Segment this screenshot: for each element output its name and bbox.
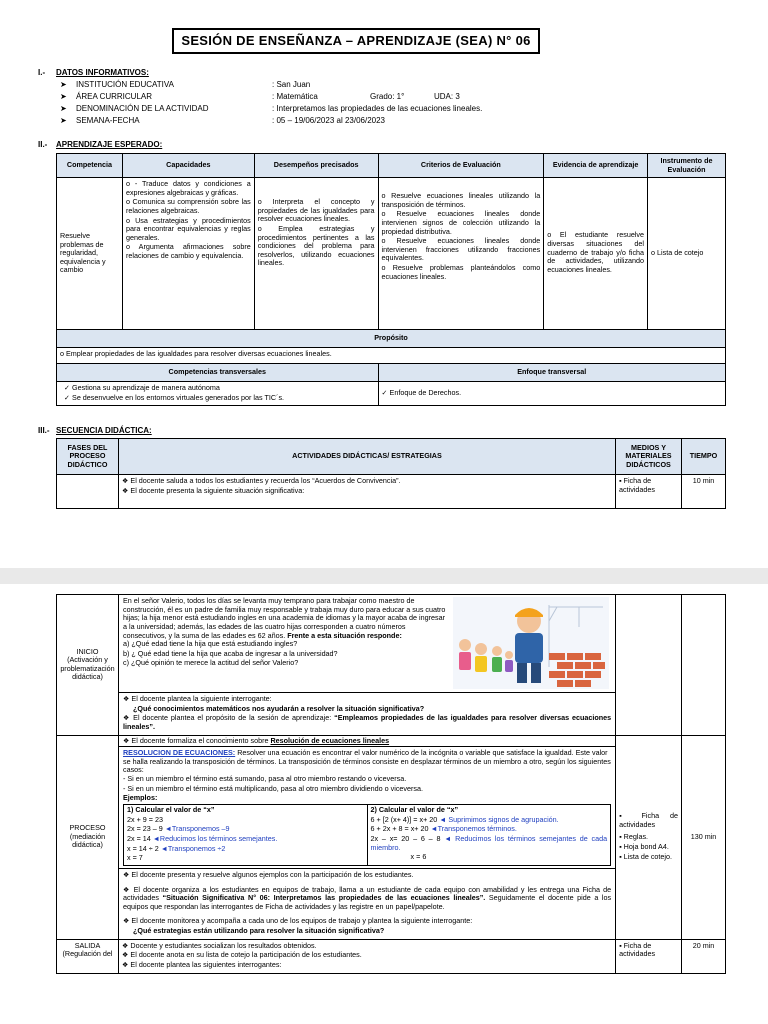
inicio-purpose: “Empleamos propiedades de las igualdades para resolver diversas ecuaciones lineales”. xyxy=(122,713,612,731)
section-heading-2 xyxy=(38,140,162,150)
desempenos-cell xyxy=(254,178,378,330)
time-cell: 20 min xyxy=(682,939,726,973)
capacidad-item: o Argumenta afirmaciones sobre relaciones de cambio y equivalencia. xyxy=(125,242,251,261)
example-1 xyxy=(123,805,367,866)
example-line: 2x + 9 = 23 xyxy=(126,814,163,824)
situation-question: a) ¿Qué edad tiene la hija que está estudiando ingles? xyxy=(122,639,298,649)
info-value: : Interpretamos las propiedades de las ecuaciones lineales. xyxy=(272,104,483,113)
example-line: 2x – x= 20 – 6 – 8 ◄ Reducimos los términos semejantes de cada miembro. xyxy=(370,833,608,852)
criterio-item: o Resuelve ecuaciones lineales utilizando la transposición de términos. xyxy=(381,191,541,209)
example-line: x = 14 ÷ 2 ◄Transponemos ÷2 xyxy=(126,843,226,853)
info-value: : Matemática xyxy=(272,92,318,101)
criterio-item: o Resuelve problemas planteándolos como ecuaciones lineales. xyxy=(381,263,541,281)
salida-activities xyxy=(118,939,615,973)
info-label: ÁREA CURRICULAR xyxy=(76,92,153,101)
situation-question: b) ¿ Qué edad tiene la hija que acaba de ingresar a la universidad? xyxy=(122,648,338,658)
activity-item: ❖ El docente saluda a todos los estudiantes y recuerda los “Acuerdos de Convivencia”. xyxy=(121,476,401,485)
situation-prompt: Frente a esta situación responde: xyxy=(287,630,402,640)
theory-case: - Si en un miembro el término está sumando, pasa al otro miembro restando o viceversa. xyxy=(122,774,407,784)
header-criterios: Criterios de Evaluación xyxy=(378,154,544,178)
example-line: 6 + 2x + 8 = x+ 20 ◄Transponemos términos. xyxy=(370,824,517,834)
inicio-question: ¿Qué conocimientos matemáticos nos ayudarán a resolver la situación significativa? xyxy=(132,703,425,713)
proceso-topic: Resolución de ecuaciones lineales xyxy=(270,735,390,745)
proceso-activities xyxy=(118,735,615,939)
section-number: II.- xyxy=(38,140,48,149)
competencia-cell: Resuelve problemas de regularidad, equivalencia y cambio xyxy=(57,178,123,330)
info-row xyxy=(60,80,520,92)
info-label: INSTITUCIÓN EDUCATIVA xyxy=(76,80,174,89)
theory-case: - Si en un miembro el término está multiplicando, pasa al otro miembro dividiendo o viceversa. xyxy=(122,783,424,793)
material-item: ▪ Lista de cotejo. xyxy=(619,851,673,861)
transversal-competencies-header: Competencias transversales xyxy=(57,364,379,382)
proceso-step: ❖ El docente presenta y resuelve algunos ejemplos con la participación de los estudiantes. xyxy=(122,869,414,879)
phase-proceso: PROCESO (mediación didáctica) xyxy=(57,735,119,939)
info-row xyxy=(60,92,520,104)
example-line: x = 6 xyxy=(410,852,427,862)
evidencia-cell xyxy=(544,178,648,330)
proposito-text: o Emplear propiedades de las igualdades para resolver diversas ecuaciones lineales. xyxy=(57,348,726,364)
inicio-activities xyxy=(118,595,615,736)
arrow-icon: ➤ xyxy=(60,92,67,101)
inicio-step: ❖ El docente plantea la siguiente interrogante: xyxy=(122,694,272,703)
section-heading-1 xyxy=(38,68,149,78)
inicio-steps xyxy=(119,693,615,735)
capacidad-item: o - Traduce datos y condiciones a expresiones algebraicas y gráficas. xyxy=(125,179,251,197)
examples-label: Ejemplos: xyxy=(122,793,158,803)
example-2 xyxy=(367,805,611,866)
phase-cell xyxy=(57,475,119,509)
situation-question: c) ¿Qué opinión te merece la actitud del señor Valerio? xyxy=(122,658,299,668)
proceso-steps xyxy=(119,869,615,939)
transversal-competency-item: ✓ Se desenvuelve en los entornos virtuales generados por las TIC´s. xyxy=(64,392,285,402)
section-heading-3 xyxy=(38,426,152,436)
uda-value: UDA: 3 xyxy=(434,92,460,101)
instrumento-cell: o Lista de cotejo xyxy=(648,178,726,330)
criterio-item: o Resuelve ecuaciones lineales donde intervienen signos de colección utilizando la propiedad distributiva. xyxy=(381,209,541,236)
section-title: APRENDIZAJE ESPERADO: xyxy=(56,140,163,149)
example-title: 2) Calcular el valor de “x” xyxy=(370,805,459,815)
proceso-question: ¿Qué estrategias están utilizando para resolver la situación significativa? xyxy=(132,926,385,936)
informative-data xyxy=(60,80,520,128)
materials-cell: ▪ Ficha de actividades xyxy=(616,475,682,509)
time-cell: 10 min xyxy=(681,475,725,509)
section-title: SECUENCIA DIDÁCTICA: xyxy=(56,426,152,435)
capacidades-cell xyxy=(122,178,254,330)
transversal-approach-header: Enfoque transversal xyxy=(378,364,725,382)
session-title: SESIÓN DE ENSEÑANZA – APRENDIZAJE (SEA) N° 06 xyxy=(181,33,531,49)
theory-title: RESOLUCION DE ECUACIONES: xyxy=(122,748,236,758)
materials-cell xyxy=(616,595,682,736)
salida-step: ❖ El docente anota en su lista de cotejo la participación de los estudiantes. xyxy=(121,950,362,960)
theory-box xyxy=(119,747,615,869)
header-instrumento: Instrumento de Evaluación xyxy=(648,154,726,178)
arrow-icon: ➤ xyxy=(60,104,67,113)
grade-value: Grado: 1° xyxy=(370,92,405,101)
activities-cell xyxy=(118,475,615,509)
header-desempenos: Desempeños precisados xyxy=(254,154,378,178)
salida-step: ❖ El docente plantea las siguientes interrogantes: xyxy=(121,960,282,970)
header-evidencia: Evidencia de aprendizaje xyxy=(544,154,648,178)
header-competencia: Competencia xyxy=(57,154,123,178)
arrow-icon: ➤ xyxy=(60,80,67,89)
header-fases: FASES DEL PROCESO DIDÁCTICO xyxy=(57,439,119,475)
time-cell: 130 min xyxy=(682,735,726,939)
construction-worker-illustration xyxy=(453,597,609,689)
proceso-step: ❖ El docente formaliza el conocimiento sobre xyxy=(122,735,269,745)
proposito-header: Propósito xyxy=(57,330,726,348)
example-title: 1) Calcular el valor de “x” xyxy=(126,805,215,815)
didactic-sequence-table xyxy=(56,438,726,509)
worksheet-title: “Situación Significativa N° 06: Interpretamos las propiedades de las ecuaciones lineales”. xyxy=(162,893,486,903)
info-value: : 05 – 19/06/2023 al 23/06/2023 xyxy=(272,116,385,125)
transversal-competencies-cell xyxy=(57,382,379,406)
proceso-step: Seguidamente el docente pide a los equipos que respondan las interrogantes de Ficha de actividades y las registre en un papel/papelote. xyxy=(122,893,612,911)
info-row xyxy=(60,104,520,116)
example-line: 6 + [2 (x+ 4)] = x+ 20 ◄ Suprimimos signos de agrupación. xyxy=(370,814,559,824)
desempeno-item: o Interpreta el concepto y propiedades de las igualdades para resolver ecuaciones lineales. xyxy=(257,197,375,224)
didactic-sequence-table-continued xyxy=(56,594,726,974)
example-line: x = 7 xyxy=(126,853,143,863)
info-label: DENOMINACIÓN DE LA ACTIVIDAD xyxy=(76,104,209,113)
theory-text: Resolver una ecuación es encontrar el valor numérico de la incógnita o variable que satisface la igualdad. Este valor se halla realizando la transposición de términos. La transposición de términos consiste en desplazar términos de un miembro a otro, según los siguientes casos: xyxy=(122,748,611,775)
session-title-box xyxy=(172,28,540,54)
proceso-step: ❖ El docente monitorea y acompaña a cada uno de los equipos de trabajo y plantea la siguiente interrogante: xyxy=(122,916,473,926)
situation-box xyxy=(119,595,615,693)
header-actividades: ACTIVIDADES DIDÁCTICAS/ ESTRATEGIAS xyxy=(118,439,615,475)
header-capacidades: Capacidades xyxy=(122,154,254,178)
transversal-approach-text: ✓ Enfoque de Derechos. xyxy=(378,382,725,406)
evidencia-text: o El estudiante resuelve diversas situaciones del cuaderno de trabajo y/o ficha de actividades, utilizando ecuaciones lineales. xyxy=(547,230,645,274)
inicio-step: ❖ El docente plantea el propósito de la sesión de aprendizaje: xyxy=(122,713,332,723)
material-item: ▪ Hoja bond A4. xyxy=(619,841,669,851)
section-number: I.- xyxy=(38,68,46,77)
material-item: ▪ Ficha de actividades xyxy=(619,811,679,829)
example-line: 2x = 23 – 9 ◄Transponemos –9 xyxy=(126,824,230,834)
phase-salida: SALIDA (Regulación del xyxy=(57,939,119,973)
phase-inicio: INICIO (Activación y problematización didáctica) xyxy=(57,595,119,736)
info-row xyxy=(60,116,520,128)
materials-cell xyxy=(616,735,682,939)
material-item: ▪ Reglas. xyxy=(619,832,649,842)
header-medios: MEDIOS Y MATERIALES DIDÁCTICOS xyxy=(616,439,682,475)
situation-story: En el señor Valerio, todos los días se levanta muy temprano para trabajar como maestro de construcción, él es un padre de familia muy responsable y trabaja muy duro para educar a sus cuatro hijas; la hija menor está estudiando ingles en una academia de idiomas y la mayor acaba de ingresar a la universidad; además, las edades de las cuatro hijas corresponden a cuatro números consecutivos, y la suma de las edades es 62 años. xyxy=(122,596,446,640)
time-cell xyxy=(682,595,726,736)
activity-item: ❖ El docente presenta la siguiente situación significativa: xyxy=(121,485,305,495)
salida-step: ❖ Docente y estudiantes socializan los resultados obtenidos. xyxy=(121,940,317,950)
info-value: : San Juan xyxy=(272,80,311,89)
arrow-icon: ➤ xyxy=(60,116,67,125)
header-tiempo: TIEMPO xyxy=(681,439,725,475)
criterios-cell xyxy=(378,178,544,330)
section-number: III.- xyxy=(38,426,50,435)
criterio-item: o Resuelve ecuaciones lineales donde intervienen fracciones utilizando fracciones equivalentes. xyxy=(381,236,541,263)
desempeno-item: o Emplea estrategias y procedimientos pertinentes a las condiciones del problema para resolverlos, utilizando ecuaciones lineales. xyxy=(257,223,375,268)
examples-table xyxy=(123,804,611,866)
expected-learning-table xyxy=(56,153,726,406)
capacidad-item: o Usa estrategias y procedimientos para encontrar equivalencias y reglas generales. xyxy=(125,215,251,242)
capacidad-item: o Comunica su comprensión sobre las relaciones algebraicas. xyxy=(125,197,251,215)
document-page-2 xyxy=(0,584,768,1024)
transversal-competency-item: ✓ Gestiona su aprendizaje de manera autónoma xyxy=(64,383,220,392)
proceso-step: ❖ El docente organiza a los estudiantes en equipos de trabajo, llama a un estudiante de cada equipo con amabilidad y les entrega una Ficha de actividades xyxy=(122,884,612,903)
materials-cell: ▪ Ficha de actividades xyxy=(616,939,682,973)
section-title: DATOS INFORMATIVOS: xyxy=(56,68,149,77)
example-line: 2x = 14 ◄Reducimos los términos semejantes. xyxy=(126,833,278,843)
info-label: SEMANA-FECHA xyxy=(76,116,140,125)
